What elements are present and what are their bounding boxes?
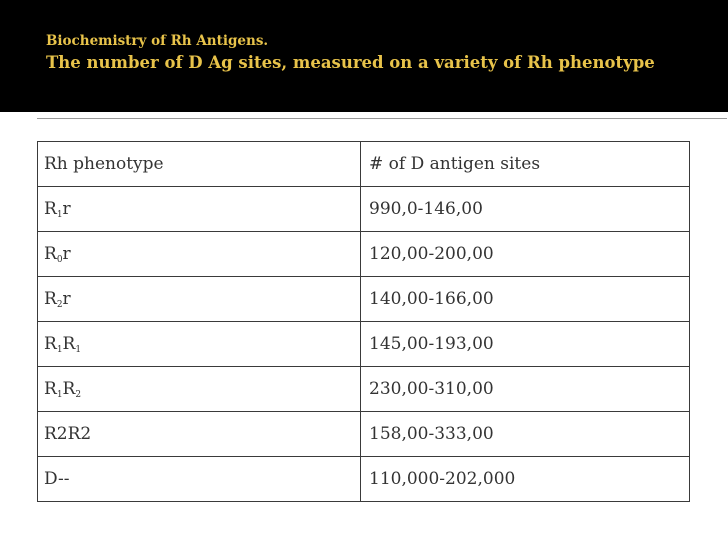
rh-phenotype-table bbox=[37, 141, 690, 502]
table-row bbox=[38, 232, 690, 277]
sites-cell: 145,00-193,00 bbox=[361, 322, 690, 367]
phenotype-cell: $R_1r$ bbox=[38, 187, 361, 232]
sites-cell: 110,000-202,000 bbox=[361, 457, 690, 502]
phenotype-cell: R2R2 bbox=[38, 412, 361, 457]
slide-title: Biochemistry of Rh Antigens. bbox=[46, 33, 269, 49]
phenotype-cell: $R_2r$ bbox=[38, 277, 361, 322]
table-row bbox=[38, 187, 690, 232]
header-cell-sites: # of D antigen sites bbox=[361, 142, 690, 187]
slide-subtitle: The number of D Ag sites, measured on a variety of Rh phenotype bbox=[46, 53, 655, 72]
sites-cell: 990,0-146,00 bbox=[361, 187, 690, 232]
table-row bbox=[38, 277, 690, 322]
slide-header bbox=[0, 0, 728, 112]
sites-cell: 158,00-333,00 bbox=[361, 412, 690, 457]
sites-cell: 120,00-200,00 bbox=[361, 232, 690, 277]
table-row bbox=[38, 457, 690, 502]
header-divider bbox=[37, 118, 727, 119]
phenotype-cell: $R_1R_2$ bbox=[38, 367, 361, 412]
phenotype-cell: D-- bbox=[38, 457, 361, 502]
header-cell-phenotype: Rh phenotype bbox=[38, 142, 361, 187]
table-header-row bbox=[38, 142, 690, 187]
table-row bbox=[38, 367, 690, 412]
table-row bbox=[38, 412, 690, 457]
phenotype-cell: $R_1R_1$ bbox=[38, 322, 361, 367]
table-row bbox=[38, 322, 690, 367]
sites-cell: 230,00-310,00 bbox=[361, 367, 690, 412]
sites-cell: 140,00-166,00 bbox=[361, 277, 690, 322]
phenotype-cell: $R_0r$ bbox=[38, 232, 361, 277]
